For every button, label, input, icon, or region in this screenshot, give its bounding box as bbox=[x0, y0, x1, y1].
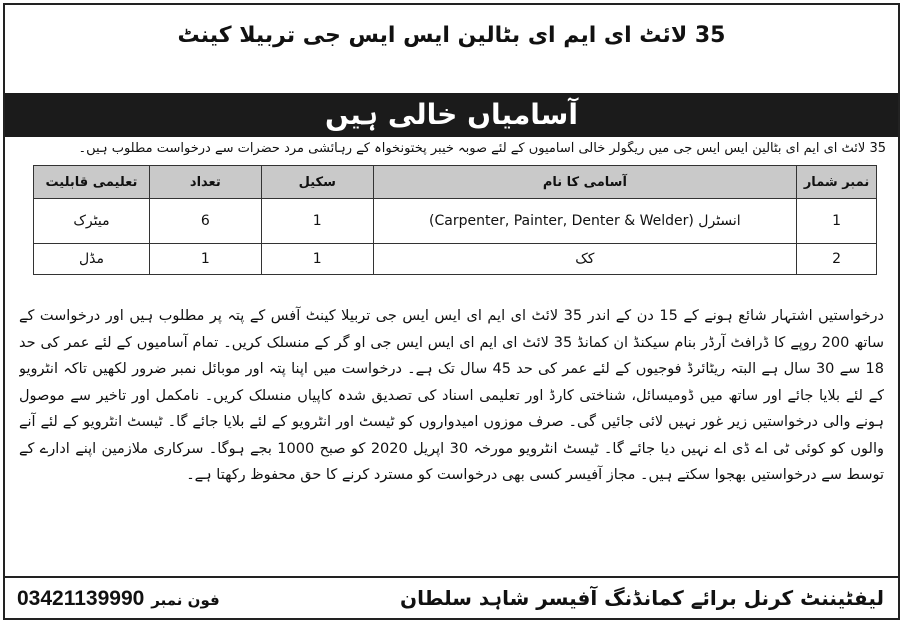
header-serial: نمبر شمار bbox=[797, 166, 877, 199]
header-post-name: آسامی کا نام bbox=[373, 166, 796, 199]
table-header-row bbox=[34, 166, 877, 199]
cell-qualification: میٹرک bbox=[34, 199, 150, 244]
unit-title: 35 لائٹ ای ایم ای بٹالین ایس ایس جی تربیلا کینٹ bbox=[177, 23, 726, 48]
header-qualification: تعلیمی قابلیت bbox=[34, 166, 150, 199]
cell-count: 1 bbox=[149, 244, 261, 275]
header-scale: سکیل bbox=[261, 166, 373, 199]
cell-post-name: کک bbox=[373, 244, 796, 275]
phone-number: 03421139990 bbox=[17, 587, 145, 610]
cell-serial: 2 bbox=[797, 244, 877, 275]
header-count: تعداد bbox=[149, 166, 261, 199]
contact-phone bbox=[17, 578, 220, 620]
job-advertisement bbox=[3, 3, 900, 620]
phone-label: فون نمبر bbox=[151, 591, 220, 609]
table-row bbox=[34, 199, 877, 244]
signer-name: لیفٹیننٹ کرنل برائے کمانڈنگ آفیسر شاہد سلطان bbox=[400, 586, 884, 610]
vacancy-table bbox=[33, 165, 877, 275]
table-row bbox=[34, 244, 877, 275]
instructions-text: درخواستیں اشتہار شائع ہونے کے 15 دن کے اندر 35 لائٹ ای ایم ای ایس ایس جی تربیلا کینٹ آفس کے پتہ پر مطلوب ہیں اور درخواست کے ساتھ 200 روپے کا ڈرافٹ آرڈر بنام سیکنڈ ان کمانڈ 35 لائٹ ای ایم ای ایس ایس جی او گر کے منسلک کریں۔ تمام آسامیوں کے لئے عمر کی حد 18 سے 30 سال ہے البتہ ریٹائرڈ فوجیوں کے لئے عمر کی حد 45 سال تک ہے۔ درخواست میں اپنا پتہ اور موبائل نمبر ضرور لکھیں تاکہ انٹرویو کے لئے بلایا جائے اور ساتھ میں ڈومیسائل، شناختی کارڈ اور تعلیمی اسناد کی تصدیق شدہ کاپیاں منسلک کریں۔ نامکمل اور تاخیر سے موصول ہونے والی درخواستیں زیر غور نہیں لائی جائیں گی۔ صرف موزوں امیدواروں کو ٹیسٹ اور انٹرویو کے لئے بلایا جائے گا۔ ٹیسٹ انٹرویو کے لئے آنے والوں کو کوئی ٹی اے ڈی اے نہیں دیا جائے گا۔ ٹیسٹ انٹرویو مورخہ 30 اپریل 2020 کو صبح 1000 بجے ہوگا۔ سرکاری ملازمین اپنے ادارے کے توسط سے درخواستیں بھجوا سکتے ہیں۔ مجاز آفیسر کسی بھی درخواست کو مسترد کرنے کا حق محفوظ رکھتا ہے۔ bbox=[19, 308, 884, 483]
cell-count: 6 bbox=[149, 199, 261, 244]
intro-text: 35 لائٹ ای ایم ای بٹالین ایس ایس جی میں ریگولر خالی آسامیوں کے لئے صوبہ خیبر پختونخواہ کے رہائشی مرد حضرات سے درخواست مطلوب ہیں۔ bbox=[78, 141, 886, 156]
cell-qualification: مڈل bbox=[34, 244, 150, 275]
footer bbox=[5, 576, 898, 618]
vacancies-banner: آسامیاں خالی ہیں bbox=[5, 93, 898, 137]
cell-post-name: انسٹرل (Carpenter, Painter, Denter & Welder) bbox=[373, 199, 796, 244]
cell-serial: 1 bbox=[797, 199, 877, 244]
cell-scale: 1 bbox=[261, 244, 373, 275]
cell-scale: 1 bbox=[261, 199, 373, 244]
